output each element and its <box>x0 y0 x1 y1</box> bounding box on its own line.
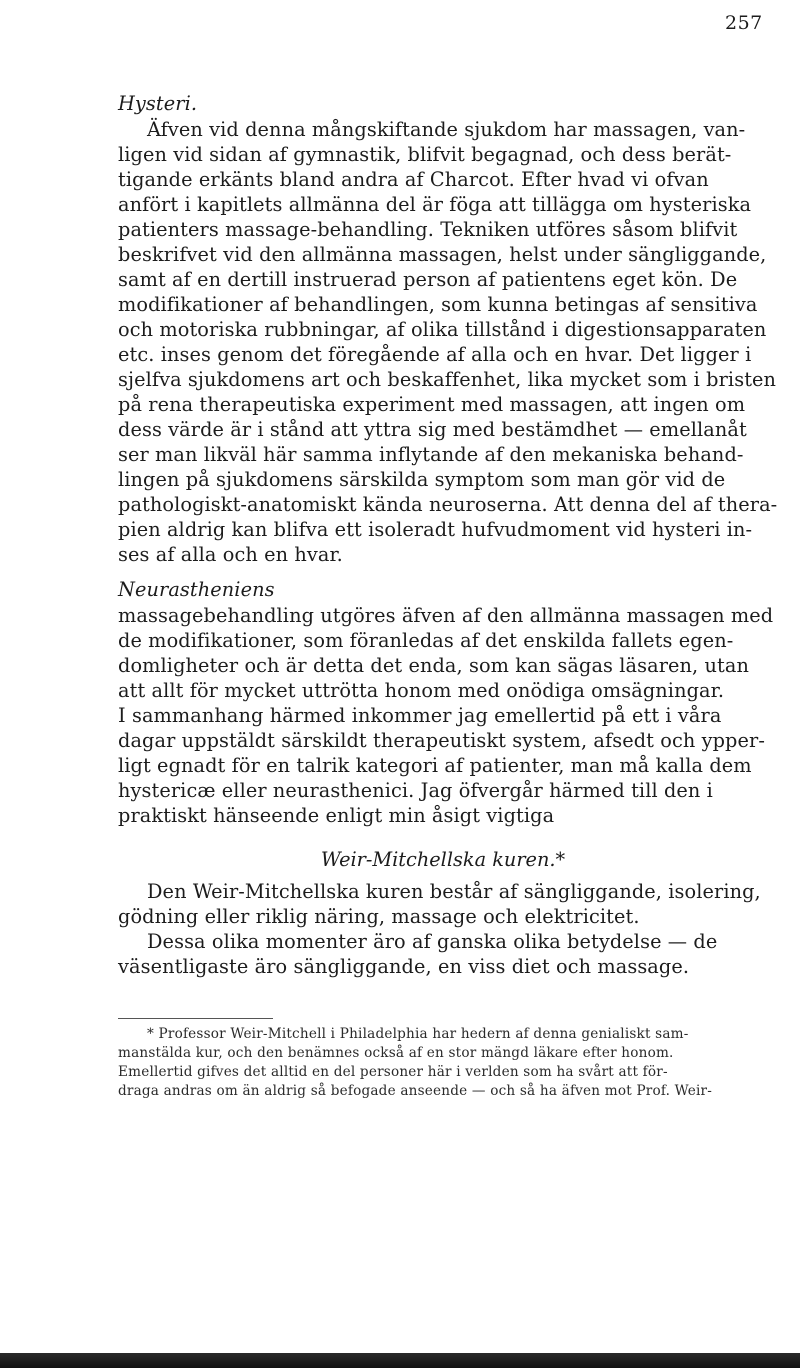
paragraph-line: dagar uppstäldt särskildt therapeutiskt system, afsedt och ypper- <box>118 729 765 752</box>
section-hysteri <box>118 91 778 567</box>
paragraph-line: Äfven vid denna mångskiftande sjukdom har massagen, van- <box>147 118 746 141</box>
paragraph-line: domligheter och är detta det enda, som kan sägas läsaren, utan <box>118 654 749 677</box>
paragraph-line: I sammanhang härmed inkommer jag emellertid på ett i våra <box>118 704 722 727</box>
paragraph-line: tigande erkänts bland andra af Charcot. Efter hvad vi ofvan <box>118 168 709 191</box>
paragraph-line: ses af alla och en hvar. <box>118 543 343 566</box>
footnote <box>118 1025 768 1101</box>
section-neurasthenia <box>118 577 774 828</box>
paragraph-line: sjelfva sjukdomens art och beskaffenhet, lika mycket som i bristen <box>118 368 777 391</box>
page-bottom-edge <box>0 1353 800 1368</box>
paragraph-line: väsentligaste äro sängliggande, en viss diet och massage. <box>118 955 690 978</box>
paragraph-line: Dessa olika momenter äro af ganska olika betydelse — de <box>147 930 718 953</box>
paragraph-line: lingen på sjukdomens särskilda symptom som man gör vid de <box>118 468 726 491</box>
paragraph-line: ser man likväl här samma inflytande af den mekaniska behand- <box>118 443 744 466</box>
paragraph-line: modifikationer af behandlingen, som kunna betingas af sensitiva <box>118 293 758 316</box>
section-heading-weir-mitchell: Weir-Mitchellska kuren.* <box>320 848 566 871</box>
paragraph-line: praktiskt hänseende enligt min åsigt vigtiga <box>118 804 555 827</box>
paragraph-line: etc. inses genom det föregående af alla och en hvar. Det ligger i <box>118 343 752 366</box>
section-weir-mitchell <box>118 847 768 979</box>
paragraph-line: ligt egnadt för en talrik kategori af patienter, man må kalla dem <box>118 754 752 777</box>
footnote-line: draga andras om än aldrig så befogade anseende — och så ha äfven mot Prof. Weir- <box>118 1083 713 1099</box>
paragraph-line: patienters massage-behandling. Tekniken utföres såsom blifvit <box>118 218 738 241</box>
paragraph-line: beskrifvet vid den allmänna massagen, helst under sängliggande, <box>118 243 767 266</box>
paragraph-line: gödning eller riklig näring, massage och elektricitet. <box>118 905 640 928</box>
page-number: 257 <box>725 12 763 34</box>
footnote-line: * Professor Weir-Mitchell i Philadelphia har hedern af denna genialiskt sam- <box>147 1026 689 1042</box>
section-heading-neurasthenia: Neurastheniens <box>118 578 275 601</box>
paragraph-line: pien aldrig kan blifva ett isoleradt hufvudmoment vid hysteri in- <box>118 518 753 541</box>
paragraph-line: Den Weir-Mitchellska kuren består af sängliggande, isolering, <box>147 880 761 903</box>
paragraph-line: pathologiskt-anatomiskt kända neuroserna. Att denna del af thera- <box>118 493 778 516</box>
paragraph-line: hystericæ eller neurasthenici. Jag öfvergår härmed till den i <box>118 779 713 802</box>
paragraph-line: anfört i kapitlets allmänna del är föga att tillägga om hysteriska <box>118 193 752 216</box>
paragraph-line: att allt för mycket uttrötta honom med onödiga omsägningar. <box>118 679 725 702</box>
section-heading-hysteri: Hysteri. <box>118 92 198 115</box>
paragraph-line: ligen vid sidan af gymnastik, blifvit begagnad, och dess berät- <box>118 143 732 166</box>
footnote-line: Emellertid gifves det alltid en del personer här i verlden som ha svårt att för- <box>118 1064 668 1080</box>
paragraph-line: samt af en dertill instruerad person af patientens eget kön. De <box>118 268 738 291</box>
paragraph-line: massagebehandling utgöres äfven af den allmänna massagen med <box>118 604 774 627</box>
footnote-rule <box>118 1018 273 1019</box>
footnote-line: manstälda kur, och den benämnes också af en stor mängd läkare efter honom. <box>118 1045 674 1061</box>
paragraph-line: dess värde är i stånd att yttra sig med bestämdhet — emellanåt <box>118 418 747 441</box>
paragraph-line: på rena therapeutiska experiment med massagen, att ingen om <box>118 393 746 416</box>
paragraph-line: och motoriska rubbningar, af olika tillstånd i digestionsapparaten <box>118 318 767 341</box>
paragraph-line: de modifikationer, som föranledas af det enskilda fallets egen- <box>118 629 734 652</box>
